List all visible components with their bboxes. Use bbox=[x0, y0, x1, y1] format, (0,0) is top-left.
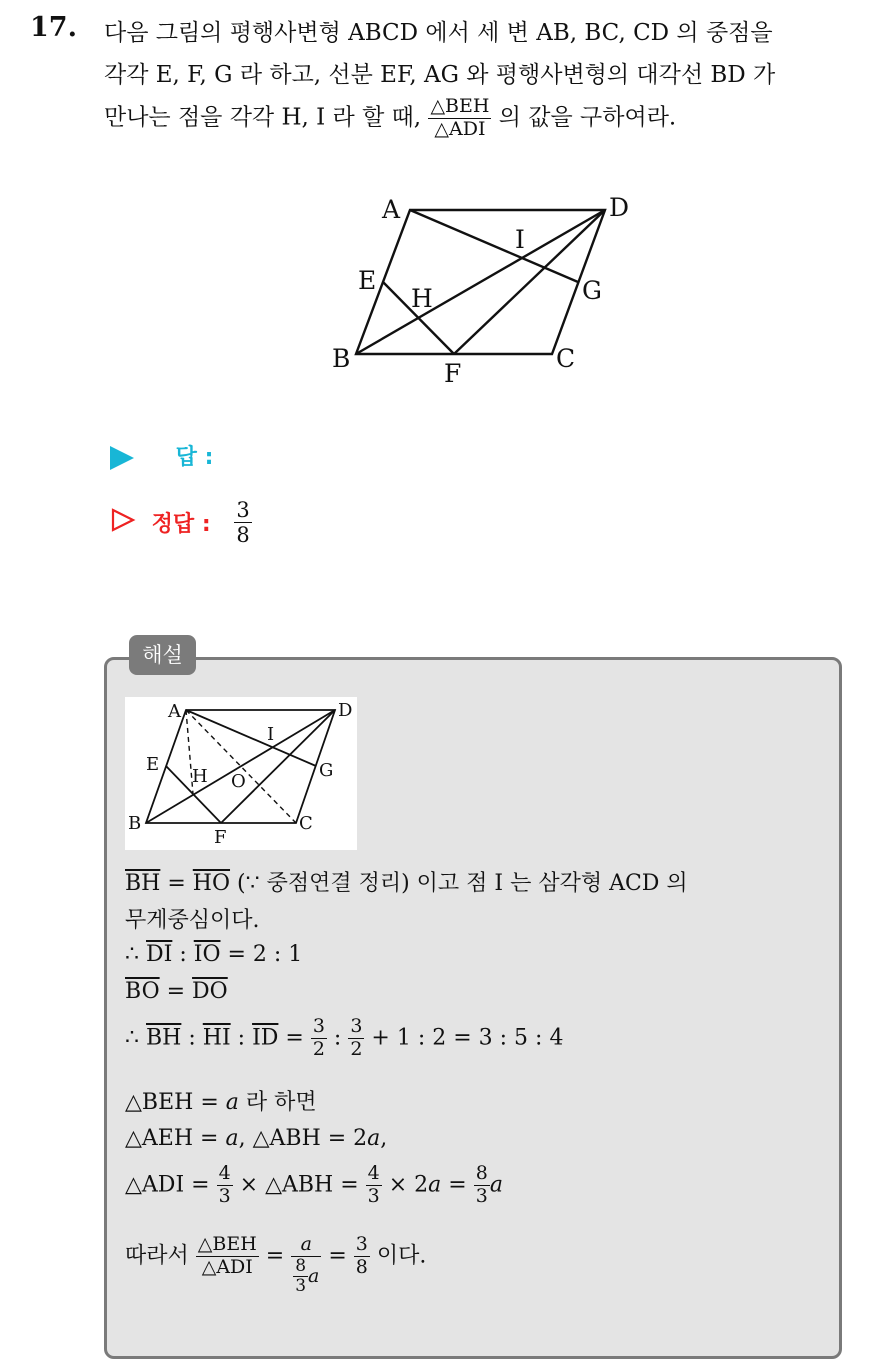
question-line-3 bbox=[104, 96, 676, 141]
fraction-a-over-8-3-a bbox=[291, 1234, 321, 1297]
conclusion-prefix: 따라서 bbox=[125, 1243, 196, 1269]
sol-label-f: F bbox=[214, 827, 227, 848]
question-line-2: 각각 E, F, G 라 하고, 선분 EF, AG 와 평행사변형의 대각선 BD 가 bbox=[104, 62, 776, 88]
parallelogram-figure bbox=[325, 185, 645, 390]
fraction-numerator: a bbox=[291, 1234, 321, 1257]
fraction-beh-adi bbox=[196, 1234, 259, 1279]
label-c: C bbox=[556, 344, 576, 373]
sol-label-g: G bbox=[319, 760, 334, 781]
correct-answer-numerator: 3 bbox=[236, 498, 250, 522]
label-f: F bbox=[444, 359, 462, 388]
sol-label-b: B bbox=[128, 813, 142, 834]
segment-ho: $\overline{HO}$ bbox=[192, 871, 231, 896]
fraction-numerator: 3 bbox=[350, 1015, 363, 1037]
variable-a: a bbox=[367, 1126, 381, 1151]
fraction-denominator: △ADI bbox=[201, 1255, 253, 1278]
fraction-numerator: 4 bbox=[367, 1162, 380, 1184]
solution-line-5 bbox=[125, 1016, 563, 1061]
ratio-colon: : bbox=[230, 1025, 253, 1051]
sol-label-h: H bbox=[192, 766, 208, 787]
ratio-colon: : bbox=[326, 1025, 349, 1051]
triangle-abh-eq: , △ABH = 2 bbox=[238, 1126, 368, 1151]
segment-bh: $\overline{BH}$ bbox=[125, 871, 161, 896]
segment-io: $\overline{IO}$ bbox=[193, 942, 221, 967]
solution-figure bbox=[125, 697, 357, 850]
solution-tag: 해설 bbox=[129, 635, 196, 675]
fraction-numerator: 4 bbox=[218, 1162, 231, 1184]
segment-id: $\overline{ID}$ bbox=[252, 1025, 279, 1051]
fraction-4-3 bbox=[366, 1163, 382, 1208]
label-h: H bbox=[411, 284, 433, 313]
fraction-denominator: 3 bbox=[367, 1184, 380, 1207]
segment-bo: $\overline{BO}$ bbox=[125, 979, 160, 1004]
sol-label-a: A bbox=[168, 701, 181, 722]
solution-line-6-post: 라 하면 bbox=[238, 1090, 317, 1115]
fraction-numerator: 8 bbox=[295, 1255, 307, 1276]
segment-bh: $\overline{BH}$ bbox=[146, 1025, 182, 1051]
answer-blank-label: 답 : bbox=[175, 445, 214, 470]
question-number: 17. bbox=[30, 12, 77, 43]
sol-label-o: O bbox=[231, 771, 246, 792]
fraction-3-2 bbox=[348, 1016, 364, 1061]
correct-answer-fraction bbox=[234, 498, 251, 547]
fraction-numerator: 3 bbox=[355, 1233, 368, 1255]
solution-line-2: 무게중심이다. bbox=[125, 908, 260, 933]
answer-blank-row bbox=[110, 440, 213, 471]
fraction-4-3 bbox=[217, 1163, 233, 1208]
fraction-denominator: 2 bbox=[350, 1037, 363, 1060]
equals-sign: = bbox=[258, 1243, 292, 1269]
variable-a: a bbox=[489, 1172, 503, 1198]
fraction-8-3 bbox=[474, 1163, 490, 1208]
ratio-colon: : bbox=[172, 942, 194, 967]
fraction-denominator: 3 bbox=[295, 1276, 307, 1297]
solution-line-9 bbox=[125, 1234, 426, 1297]
correct-answer-label: 정답 : bbox=[151, 512, 211, 538]
solution-line-6 bbox=[125, 1085, 317, 1116]
solution-line-3 bbox=[125, 942, 302, 967]
fraction-denominator: △ADI bbox=[434, 117, 486, 140]
fraction-3-2 bbox=[311, 1016, 327, 1061]
fraction-numerator: 3 bbox=[312, 1015, 325, 1037]
variable-a: a bbox=[225, 1090, 239, 1115]
variable-a: a bbox=[225, 1126, 239, 1151]
question-line-3-pre: 만나는 점을 각각 H, I 라 할 때, bbox=[104, 104, 422, 131]
conclusion-suffix: 이다. bbox=[369, 1243, 427, 1269]
label-d: D bbox=[609, 193, 630, 222]
solution-line-8 bbox=[125, 1163, 503, 1208]
sol-label-i: I bbox=[267, 724, 275, 745]
equals-sign: = bbox=[441, 1172, 474, 1198]
therefore-symbol: ∴ bbox=[125, 1025, 146, 1051]
figure-lines bbox=[356, 210, 605, 354]
times-abh: × △ABH = bbox=[232, 1172, 366, 1198]
solution-line-4 bbox=[125, 979, 228, 1004]
question-line-3-post: 의 값을 구하여라. bbox=[498, 104, 677, 131]
correct-marker-icon bbox=[110, 507, 136, 539]
fraction-denominator bbox=[291, 1257, 321, 1297]
fraction-denominator: 8 bbox=[355, 1255, 368, 1278]
fraction-3-8 bbox=[354, 1234, 370, 1279]
sol-label-d: D bbox=[338, 700, 353, 721]
segment-ag bbox=[410, 210, 578, 282]
correct-answer-row bbox=[110, 498, 252, 547]
segment-di: $\overline{DI}$ bbox=[146, 942, 173, 967]
fraction-numerator: 8 bbox=[475, 1162, 488, 1184]
equals-sign: = bbox=[159, 979, 193, 1004]
sol-label-c: C bbox=[299, 813, 313, 834]
segment-hi: $\overline{HI}$ bbox=[202, 1025, 231, 1051]
sol-label-e: E bbox=[146, 754, 160, 775]
ratio-result: + 1 : 2 = 3 : 5 : 4 bbox=[364, 1025, 564, 1051]
label-b: B bbox=[332, 344, 351, 373]
label-i: I bbox=[515, 225, 525, 254]
comma: , bbox=[380, 1126, 388, 1151]
variable-a: a bbox=[428, 1172, 442, 1198]
nested-fraction-8-3 bbox=[293, 1257, 308, 1297]
triangle-aeh-eq: △AEH = bbox=[125, 1126, 226, 1151]
label-e: E bbox=[358, 266, 377, 295]
equals-sign: = bbox=[278, 1025, 311, 1051]
correct-answer-denominator: 8 bbox=[236, 523, 250, 548]
segment-do: $\overline{DO}$ bbox=[192, 979, 228, 1004]
diagonal-bd bbox=[356, 210, 605, 354]
label-a: A bbox=[382, 195, 401, 224]
solution-line-7 bbox=[125, 1126, 387, 1151]
variable-a: a bbox=[308, 1264, 320, 1287]
equals-sign: = bbox=[321, 1243, 354, 1269]
answer-marker-icon bbox=[110, 446, 134, 470]
fraction-denominator: 2 bbox=[312, 1037, 325, 1060]
triangle-beh-eq: △BEH = bbox=[125, 1090, 226, 1115]
solution-line-1 bbox=[125, 866, 688, 897]
fraction-numerator: △BEH bbox=[197, 1233, 257, 1255]
fraction-denominator: 3 bbox=[475, 1184, 488, 1207]
fraction-denominator: 3 bbox=[218, 1184, 231, 1207]
triangle-adi-eq: △ADI = bbox=[125, 1172, 217, 1198]
question-ratio-fraction bbox=[428, 96, 491, 141]
ratio-colon: : bbox=[181, 1025, 203, 1051]
ratio-value: = 2 : 1 bbox=[220, 942, 303, 967]
therefore-symbol: ∴ bbox=[125, 942, 146, 967]
question-line-1: 다음 그림의 평행사변형 ABCD 에서 세 변 AB, BC, CD 의 중점을 bbox=[104, 20, 773, 46]
solution-line-1-rest: (∵ 중점연결 정리) 이고 점 I 는 삼각형 ACD 의 bbox=[230, 871, 688, 896]
label-g: G bbox=[582, 276, 602, 305]
fraction-numerator: △BEH bbox=[430, 95, 490, 117]
times-two: × 2 bbox=[381, 1172, 429, 1198]
equals-sign: = bbox=[160, 871, 193, 896]
